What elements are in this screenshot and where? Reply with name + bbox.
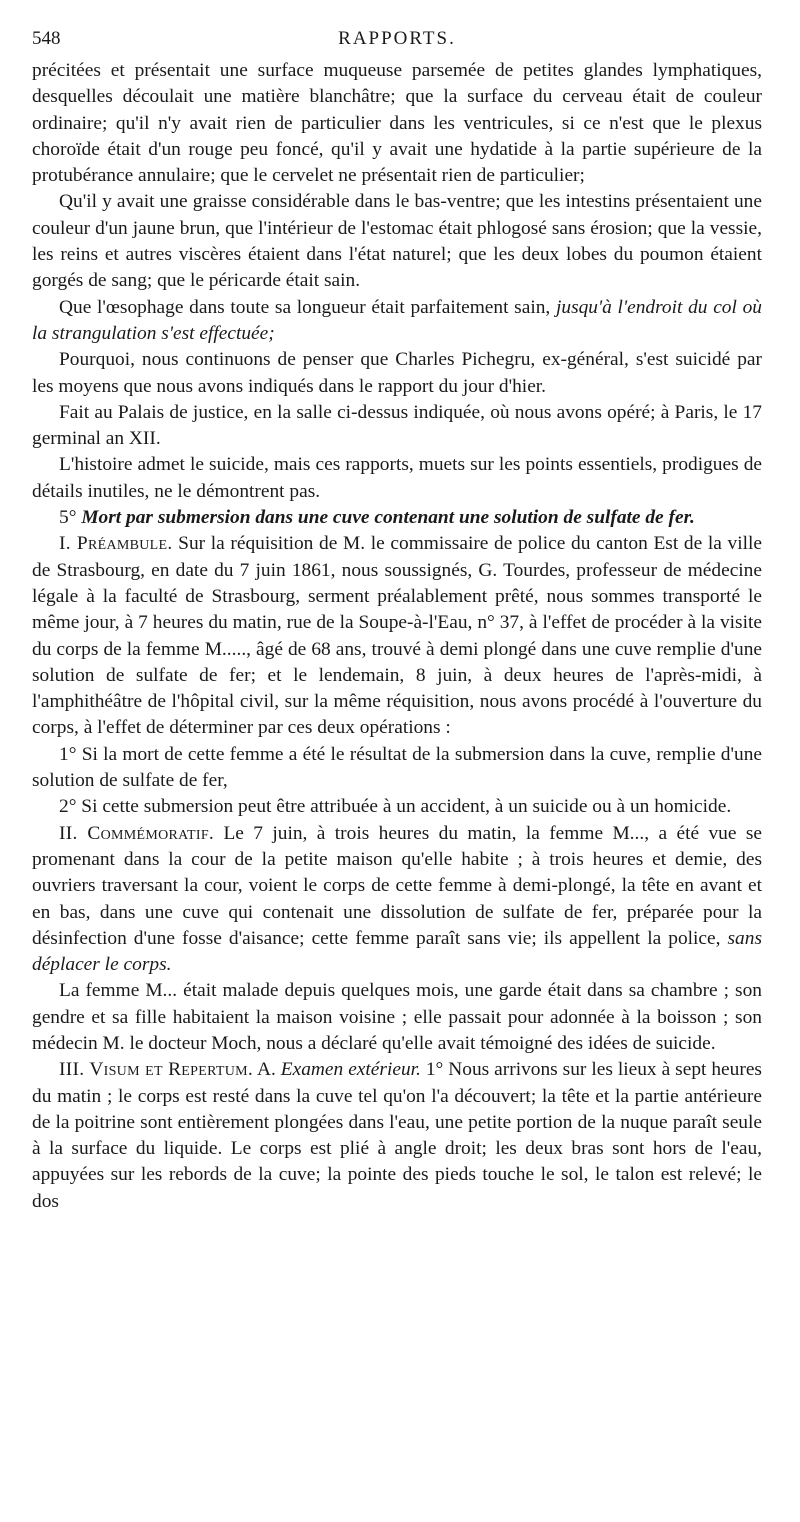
paragraph-3 (32, 295, 762, 348)
page-number: 548 (32, 28, 61, 49)
preambule-label: I. Préambule. (59, 533, 173, 555)
paragraph-question-2: 2° Si cette submersion peut être attribuée à un accident, à un suicide ou à un homicide. (59, 796, 732, 818)
preambule-text: Sur la réquisition de M. le commissaire de police du canton Est de la ville de Strasbourg, en date du 7 juin 1861, nous soussignés, G. Tourdes, professeur de médecine légale à la faculté de Strasbourg, serment préalablement prêté, nous sommes transporté le même jour, à 7 heures du matin, rue de la Soupe-à-l'Eau, n° 37, à l'effet de procéder à la visite du corps de la femme M....., âgé de 68 ans, trouvé à demi plongé dans une cuve remplie d'une solution de sulfate de fer; et le lendemain, 8 juin, à deux heures de l'après-midi, à l'amphithéâtre de l'hôpital civil, sur la même réquisition, nous avons procédé à l'ouverture du corps, à l'effet de déterminer par ces deux opérations : (32, 533, 762, 739)
paragraph-3-text: Que l'œsophage dans toute sa longueur était parfaitement sain, (59, 296, 556, 318)
commemoratif-label: II. Commémoratif. (59, 822, 215, 844)
paragraph-5: Fait au Palais de justice, en la salle ci-dessus indiquée, où nous avons opéré; à Paris, le 17 germinal an XII. (32, 401, 762, 450)
visum-italic: Examen extérieur. (280, 1059, 421, 1081)
commemoratif-italic: sans déplacer le corps. (32, 927, 762, 976)
visum-sub: A. (253, 1059, 281, 1081)
paragraph-4: Pourquoi, nous continuons de penser que Charles Pichegru, ex-général, s'est suicidé par les moyens que nous avons indiqués dans le rapport du jour d'hier. (32, 349, 762, 397)
paragraph-preambule (32, 531, 762, 741)
section-number: 5° (59, 507, 82, 529)
page-header (32, 28, 762, 58)
commemoratif-text: Le 7 juin, à trois heures du matin, la femme M..., a été vue se promenant dans la cour de la petite maison qu'elle habite ; à trois heures et demie, des ouvriers traversant la cour, voient le corps de cette femme à demi-plongé, la tête en avant et en bas, dans une cuve qui contenait une dissolution de sulfate de fer, préparée pour la désinfection d'une fosse d'aisance; cette femme paraît sans vie; ils appellent la police, (32, 822, 762, 949)
paragraph-1: précitées et présentait une surface muqueuse parsemée de petites glandes lymphatiques, desquelles découlait une matière blanchâtre; que la surface du cerveau était de couleur ordinaire; qu'il n'y avait rien de particulier dans les ventricules, si ce n'est que le plexus choroïde était d'un rouge peu foncé, qu'il y avait une hydatide à la partie supérieure de la protubérance annulaire; que le cervelet ne présentait rien de particulier; (32, 60, 762, 187)
document-page (32, 28, 762, 1215)
running-title: RAPPORTS. (338, 28, 456, 49)
visum-label: III. Visum et Repertum. (59, 1059, 254, 1081)
paragraph-12: La femme M... était malade depuis quelques mois, une garde était dans sa chambre ; son gendre et sa fille habitaient la maison voisine ; elle passait pour adonnée à la boisson ; son médecin M. le docteur Moch, nous a déclaré qu'elle avait témoigné des idées de suicide. (32, 980, 762, 1054)
body-text (32, 58, 762, 1215)
section-title: Mort par submersion dans une cuve contenant une solution de sulfate de fer. (81, 507, 695, 529)
section-heading-5 (32, 505, 762, 531)
paragraph-visum-repertum (32, 1057, 762, 1215)
paragraph-commemoratif (32, 821, 762, 979)
paragraph-6: L'histoire admet le suicide, mais ces rapports, muets sur les points essentiels, prodigues de détails inutiles, ne le démontrent pas. (32, 454, 762, 502)
paragraph-question-1: 1° Si la mort de cette femme a été le résultat de la submersion dans la cuve, remplie d'une solution de sulfate de fer, (32, 743, 762, 792)
paragraph-2: Qu'il y avait une graisse considérable dans le bas-ventre; que les intestins présentaient une couleur d'un jaune brun, que l'intérieur de l'estomac était phlogosé sans érosion; que la vessie, les reins et autres viscères étaient dans l'état naturel; que les deux lobes du poumon étaient gorgés de sang; que le péricarde était sain. (32, 191, 762, 292)
paragraph-3-italic: jusqu'à l'endroit du col où la strangulation s'est effectuée; (32, 296, 762, 344)
visum-text: 1° Nous arrivons sur les lieux à sept heures du matin ; le corps est resté dans la cuve tel qu'on l'a découvert; la tête et la partie antérieure de la poitrine sont entièrement plongées dans l'eau, une petite portion de la nuque paraît seule à la surface du liquide. Le corps est plié à angle droit; les deux bras sont hors de l'eau, appuyées sur les rebords de la cuve; la pointe des pieds touche le sol, le talon est relevé; le dos (32, 1059, 762, 1212)
